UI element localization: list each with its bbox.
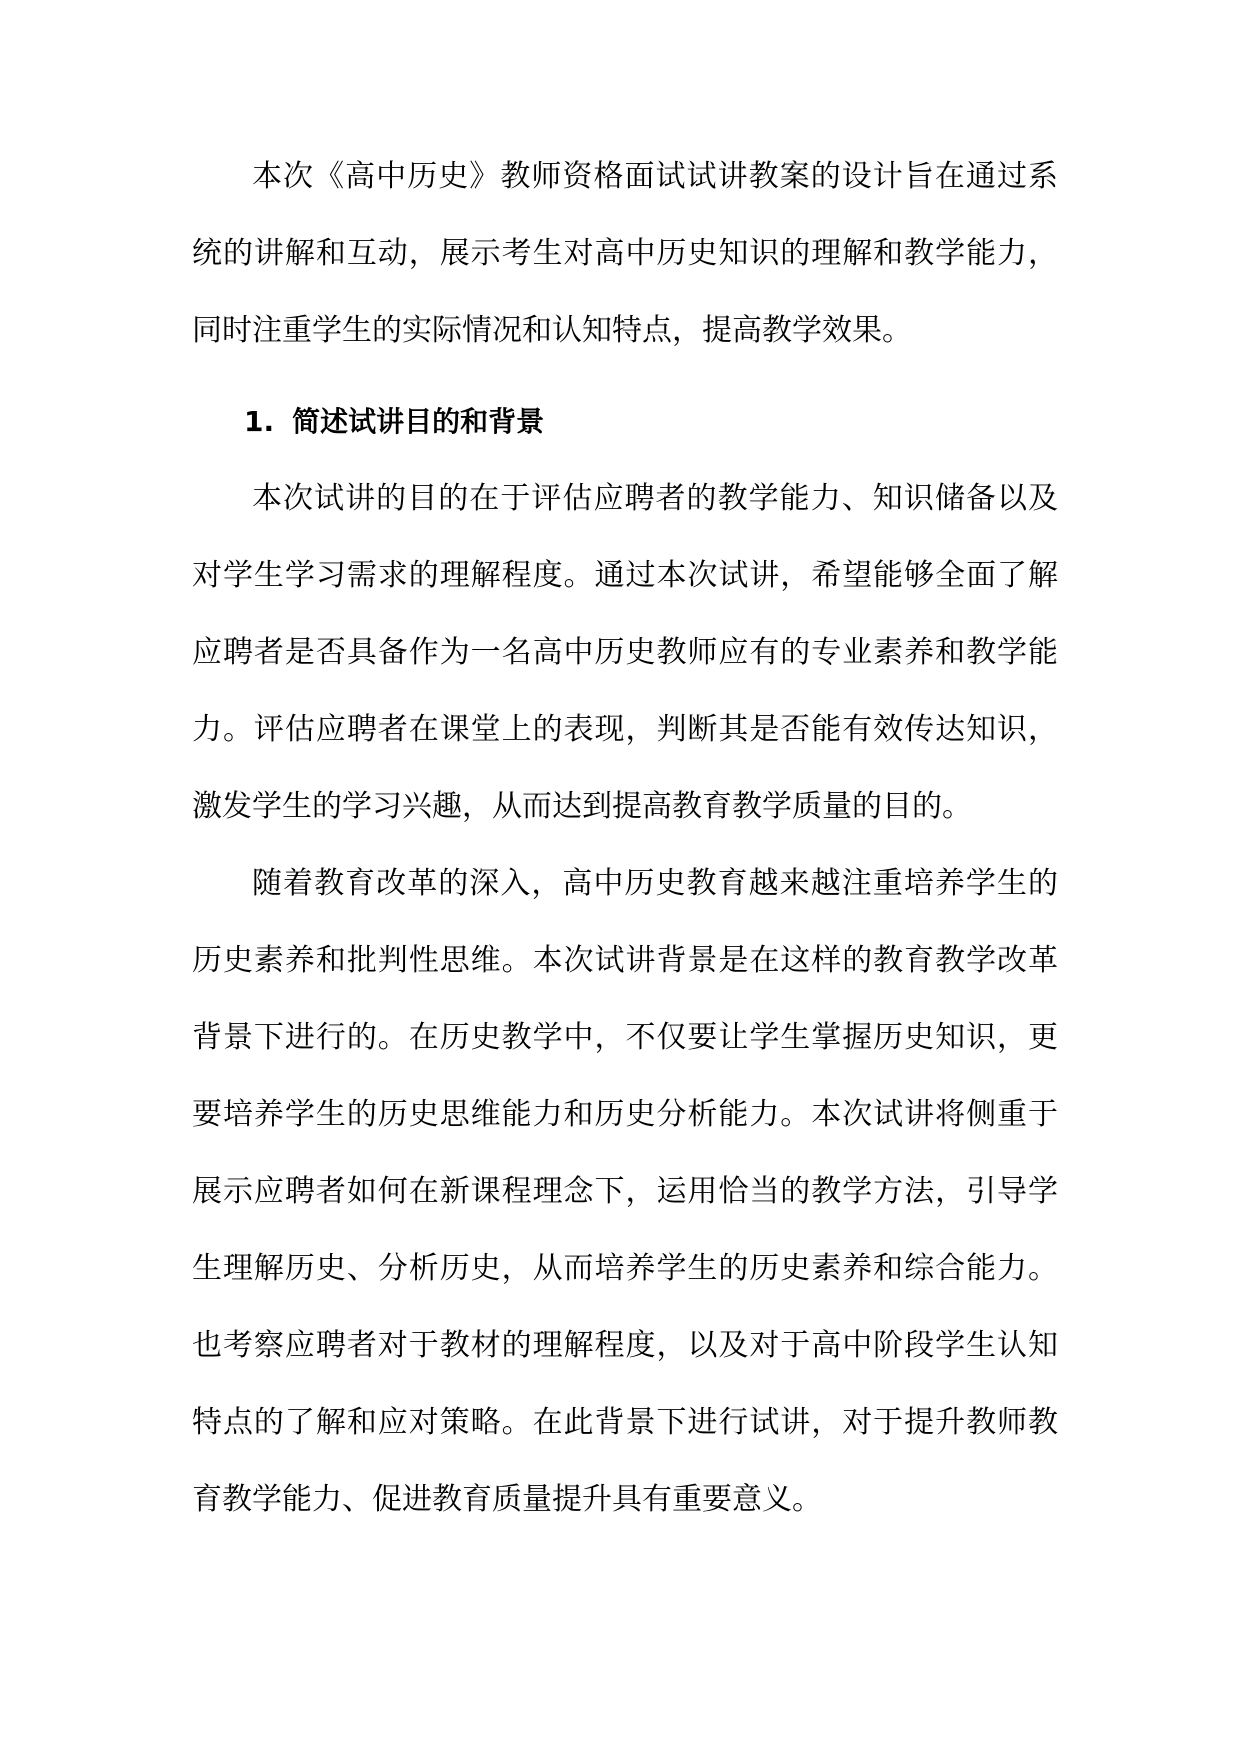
section-number: 1.: [244, 405, 275, 438]
section-heading: [192, 383, 1058, 460]
intro-paragraph: 本次《高中历史》教师资格面试试讲教案的设计旨在通过系统的讲解和互动，展示考生对高中历史知识的理解和教学能力，同时注重学生的实际情况和认知特点，提高教学效果。: [192, 159, 1058, 348]
document-body: [192, 138, 1058, 1538]
section-paragraph-purpose: 本次试讲的目的在于评估应聘者的教学能力、知识储备以及对学生学习需求的理解程度。通过本次试讲，希望能够全面了解应聘者是否具备作为一名高中历史教师应有的专业素养和教学能力。评估应聘者在课堂上的表现，判断其是否能有效传达知识，激发学生的学习兴趣，从而达到提高教育教学质量的目的。: [192, 481, 1058, 824]
section-title: 简述试讲目的和背景: [292, 405, 545, 438]
section-paragraph-background: 随着教育改革的深入，高中历史教育越来越注重培养学生的历史素养和批判性思维。本次试讲背景是在这样的教育教学改革背景下进行的。在历史教学中，不仅要让学生掌握历史知识，更要培养学生的历史思维能力和历史分析能力。本次试讲将侧重于展示应聘者如何在新课程理念下，运用恰当的教学方法，引导学生理解历史、分析历史，从而培养学生的历史素养和综合能力。也考察应聘者对于教材的理解程度，以及对于高中阶段学生认知特点的了解和应对策略。在此背景下进行试讲，对于提升教师教育教学能力、促进教育质量提升具有重要意义。: [192, 866, 1058, 1517]
